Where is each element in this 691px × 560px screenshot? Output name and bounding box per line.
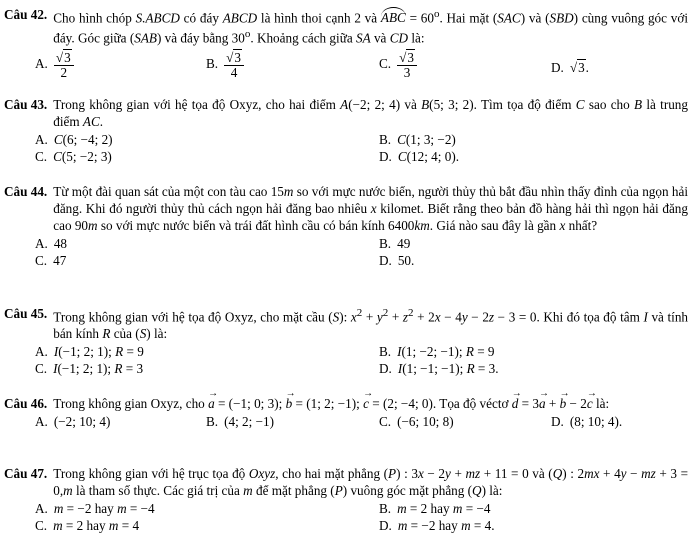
option-d: D. √3. xyxy=(551,59,589,75)
option-b: B. $\frac{√3}{4}$ xyxy=(206,51,244,80)
option-d: D. (8; 10; 4). xyxy=(551,414,623,429)
question-label: Câu 42. xyxy=(4,7,48,22)
question-42 xyxy=(4,6,688,89)
question-text: Trong không gian với hệ tọa độ Oxyz, cho hai điểm A(−2; 2; 4) và B(5; 3; 2). Tìm tọa độ điểm C sao cho B là trung điểm AC. xyxy=(53,97,688,129)
question-label: Câu 43. xyxy=(4,97,48,112)
option-c: C. m = 2 hay m = 4 xyxy=(35,518,140,533)
option-b: B. 49 xyxy=(379,236,411,251)
question-label: Câu 44. xyxy=(4,184,48,199)
option-a: A. 48 xyxy=(35,236,68,251)
question-46 xyxy=(4,395,688,434)
option-b: B. I(1; −2; −1); R = 9 xyxy=(379,344,495,360)
option-d: D. 50. xyxy=(379,253,415,268)
question-label: Câu 46. xyxy=(4,396,48,411)
option-d: D. C(12; 4; 0). xyxy=(379,149,460,164)
option-c: C. (−6; 10; 8) xyxy=(379,414,454,429)
question-47 xyxy=(4,465,688,535)
option-b: B. C(1; 3; −2) xyxy=(379,132,456,147)
question-44 xyxy=(4,183,688,270)
option-c: C. 47 xyxy=(35,253,67,268)
question-label: Câu 45. xyxy=(4,306,48,321)
question-label: Câu 47. xyxy=(4,466,48,481)
option-c: C. C(5; −2; 3) xyxy=(35,149,112,164)
question-text: Trong không gian Oxyz, cho → a = (−1; 0; 3); → b = (1; 2; −1); → c = (2; −4; 0). Tọa độ véctơ → d = 3→ a + → b − 2→ c là: xyxy=(53,395,688,412)
option-a: A. C(6; −4; 2) xyxy=(35,132,113,147)
option-a: A. (−2; 10; 4) xyxy=(35,414,111,429)
option-c: C. I(−1; 2; 1); R = 3 xyxy=(35,361,144,377)
question-43 xyxy=(4,96,688,166)
option-a: A. m = −2 hay m = −4 xyxy=(35,501,155,516)
option-a: A. I(−1; 2; 1); R = 9 xyxy=(35,344,144,360)
option-c: C. $\frac{√3}{3}$ xyxy=(379,51,417,80)
question-text: Cho hình chóp S.ABCD có đáy ABCD là hình thoi cạnh 2 và ABC = $60^o$. Hai mặt (SAC) và (SBD) cùng vuông góc với đáy. Góc giữa (SAB) và đáy bằng 30$^o$. Khoảng cách giữa SA và CD là: xyxy=(53,8,688,46)
question-text: Trong không gian với hệ tọa độ Oxyz, cho mặt cầu (S): $x^2 + y^2 + z^2 + 2x - 4y - 2z - 3 = 0$. Khi đó tọa độ tâm I và tính bán kính R của (S) là: xyxy=(53,307,689,342)
question-text: Trong không gian với hệ trục tọa độ Oxyz, cho hai mặt phẳng (P) : 3x − 2y + mz + 11 = 0 và (Q) : 2mx + 4y − mz + 3 = 0,m là tham số thực. Các giá trị của m để mặt phẳng (P) vuông góc mặt phẳng (Q) là: xyxy=(53,466,689,498)
option-b: B. (4; 2; −1) xyxy=(206,414,275,429)
question-text: Từ một đài quan sát của một con tàu cao 15m so với mực nước biển, người thủy thủ bắt đầu nhìn thấy đỉnh của ngọn hải đăng. Khi đó người thủy thủ cách ngọn hải đăng bao nhiêu x kilomet. Biết rằng theo bản đồ hàng hải thì ngọn hải đăng cao 90m so với mực nước biển và trái đất hình cầu có bán kính 6400km. Giá nào sau đây là gần x nhất? xyxy=(53,184,688,233)
option-a: A. $\frac{√3}{2}$ xyxy=(35,51,74,80)
question-45 xyxy=(4,305,688,378)
option-d: D. m = −2 hay m = 4. xyxy=(379,518,495,533)
option-d: D. I(1; −1; −1); R = 3. xyxy=(379,361,499,377)
option-b: B. m = 2 hay m = −4 xyxy=(379,501,491,516)
